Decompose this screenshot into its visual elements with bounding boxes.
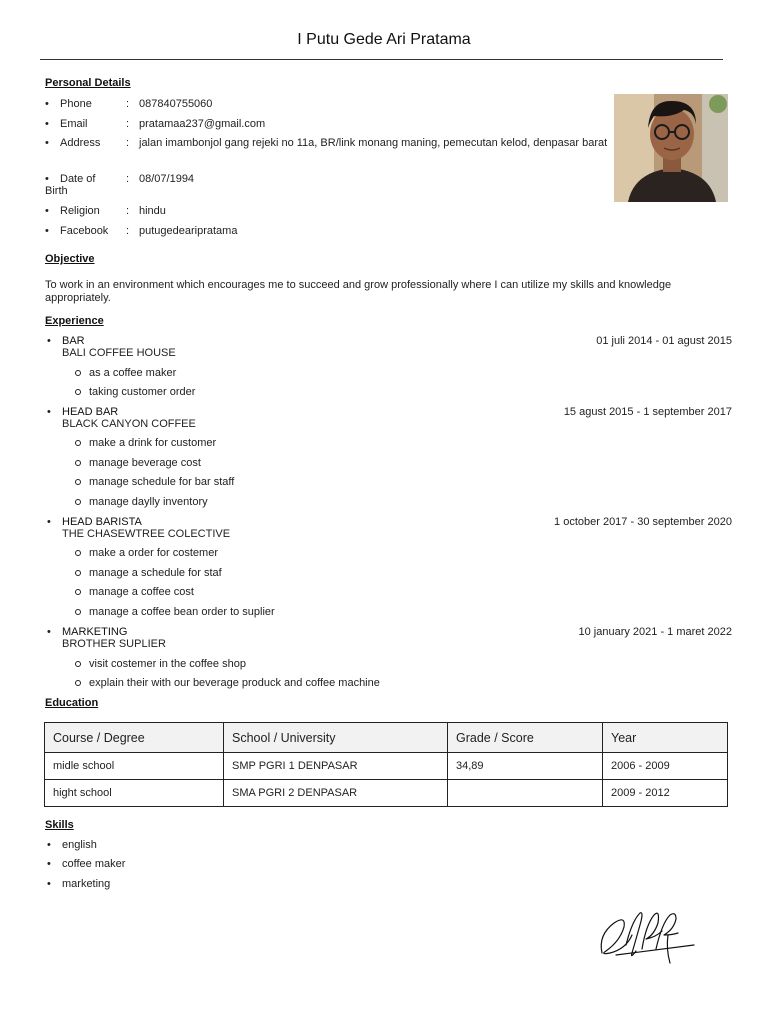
education-table (44, 722, 728, 807)
detail-value: putugedearipratama (139, 225, 238, 237)
task-text: manage daylly inventory (89, 496, 208, 508)
task-text: manage schedule for bar staff (89, 476, 235, 488)
circle-bullet-icon (75, 550, 81, 556)
detail-separator: : (126, 118, 130, 130)
company-name: THE CHASEWTREE COLECTIVE (62, 528, 231, 540)
task-text: make a drink for customer (89, 437, 217, 449)
table-cell: SMP PGRI 1 DENPASAR (224, 753, 448, 780)
task-text: manage a coffee cost (89, 586, 194, 598)
bullet-icon: • (45, 173, 49, 185)
table-header-row (45, 723, 728, 753)
company-name: BALI COFFEE HOUSE (62, 347, 176, 359)
task-text: manage a coffee bean order to suplier (89, 606, 275, 618)
detail-label: Religion (60, 205, 100, 217)
objective-text: To work in an environment which encourages me to succeed and grow professionally where I can utilize my skills and knowledge appropriately. (45, 279, 672, 304)
detail-separator: : (126, 225, 130, 237)
detail-label: Email (60, 118, 88, 130)
skill-text: coffee maker (62, 858, 126, 870)
profile-photo-illustration (614, 94, 728, 202)
skill-text: english (62, 839, 97, 851)
detail-label: Date of Birth (45, 173, 96, 197)
job-period: 15 agust 2015 - 1 september 2017 (563, 406, 732, 418)
detail-value: hindu (139, 205, 166, 217)
table-row (45, 753, 728, 780)
detail-value: 08/07/1994 (139, 173, 195, 185)
detail-separator: : (126, 98, 130, 110)
job-title: HEAD BARISTA (62, 516, 142, 528)
section-title-experience: Experience (45, 315, 104, 327)
detail-value: 087840755060 (139, 98, 213, 110)
profile-photo (614, 94, 728, 202)
circle-bullet-icon (75, 370, 81, 376)
bullet-icon: • (47, 858, 51, 870)
candidate-name: I Putu Gede Ari Pratama (297, 31, 471, 48)
detail-separator: : (126, 137, 130, 149)
circle-bullet-icon (75, 389, 81, 395)
circle-bullet-icon (75, 499, 81, 505)
detail-label: Phone (60, 98, 92, 110)
task-text: explain their with our beverage produck and coffee machine (89, 677, 380, 689)
bullet-icon: • (45, 137, 49, 149)
circle-bullet-icon (75, 440, 81, 446)
task-text: taking customer order (89, 386, 196, 398)
company-name: BLACK CANYON COFFEE (62, 418, 196, 430)
circle-bullet-icon (75, 680, 81, 686)
bullet-icon: • (47, 878, 51, 890)
bullet-icon: • (45, 118, 49, 130)
job-title: BAR (62, 335, 85, 347)
detail-label: Facebook (60, 225, 109, 237)
bullet-icon: • (47, 516, 51, 528)
detail-separator: : (126, 205, 130, 217)
detail-separator: : (126, 173, 130, 185)
column-header-grade: Grade / Score (448, 723, 603, 753)
section-title-objective: Objective (45, 253, 95, 265)
column-header-course: Course / Degree (45, 723, 224, 753)
table-cell: 2006 - 2009 (603, 753, 728, 780)
bullet-icon: • (47, 839, 51, 851)
circle-bullet-icon (75, 609, 81, 615)
company-name: BROTHER SUPLIER (62, 638, 166, 650)
table-cell: midle school (45, 753, 224, 780)
circle-bullet-icon (75, 589, 81, 595)
bullet-icon: • (47, 335, 51, 347)
detail-value: jalan imambonjol gang rejeki no 11a, BR/link monang maning, pemecutan kelod, denpasar barat (139, 137, 608, 149)
task-text: manage beverage cost (89, 457, 201, 469)
column-header-year: Year (603, 723, 728, 753)
job-title: MARKETING (62, 626, 128, 638)
table-cell (448, 780, 603, 807)
header-divider (40, 59, 723, 60)
bullet-icon: • (45, 98, 49, 110)
section-title-education: Education (45, 697, 99, 709)
job-period: 01 juli 2014 - 01 agust 2015 (596, 335, 732, 347)
circle-bullet-icon (75, 460, 81, 466)
section-title-personal-details: Personal Details (45, 77, 131, 89)
bullet-icon: • (45, 225, 49, 237)
task-text: make a order for costemer (89, 547, 218, 559)
job-period: 10 january 2021 - 1 maret 2022 (578, 626, 732, 638)
section-title-skills: Skills (45, 819, 74, 831)
table-cell: 34,89 (448, 753, 603, 780)
table-cell: 2009 - 2012 (603, 780, 728, 807)
job-period: 1 october 2017 - 30 september 2020 (554, 516, 732, 528)
column-header-school: School / University (224, 723, 448, 753)
bullet-icon: • (47, 406, 51, 418)
table-cell: hight school (45, 780, 224, 807)
task-text: visit costemer in the coffee shop (89, 658, 246, 670)
signature-drawing (596, 905, 698, 967)
bullet-icon: • (45, 205, 49, 217)
skill-text: marketing (62, 878, 111, 890)
circle-bullet-icon (75, 479, 81, 485)
table-cell: SMA PGRI 2 DENPASAR (224, 780, 448, 807)
detail-value: pratamaa237@gmail.com (139, 118, 266, 130)
circle-bullet-icon (75, 570, 81, 576)
task-text: as a coffee maker (89, 367, 177, 379)
table-row (45, 780, 728, 807)
circle-bullet-icon (75, 661, 81, 667)
job-title: HEAD BAR (62, 406, 119, 418)
bullet-icon: • (47, 626, 51, 638)
signature (596, 905, 698, 967)
task-text: manage a schedule for staf (89, 567, 222, 579)
detail-label: Address (60, 137, 101, 149)
